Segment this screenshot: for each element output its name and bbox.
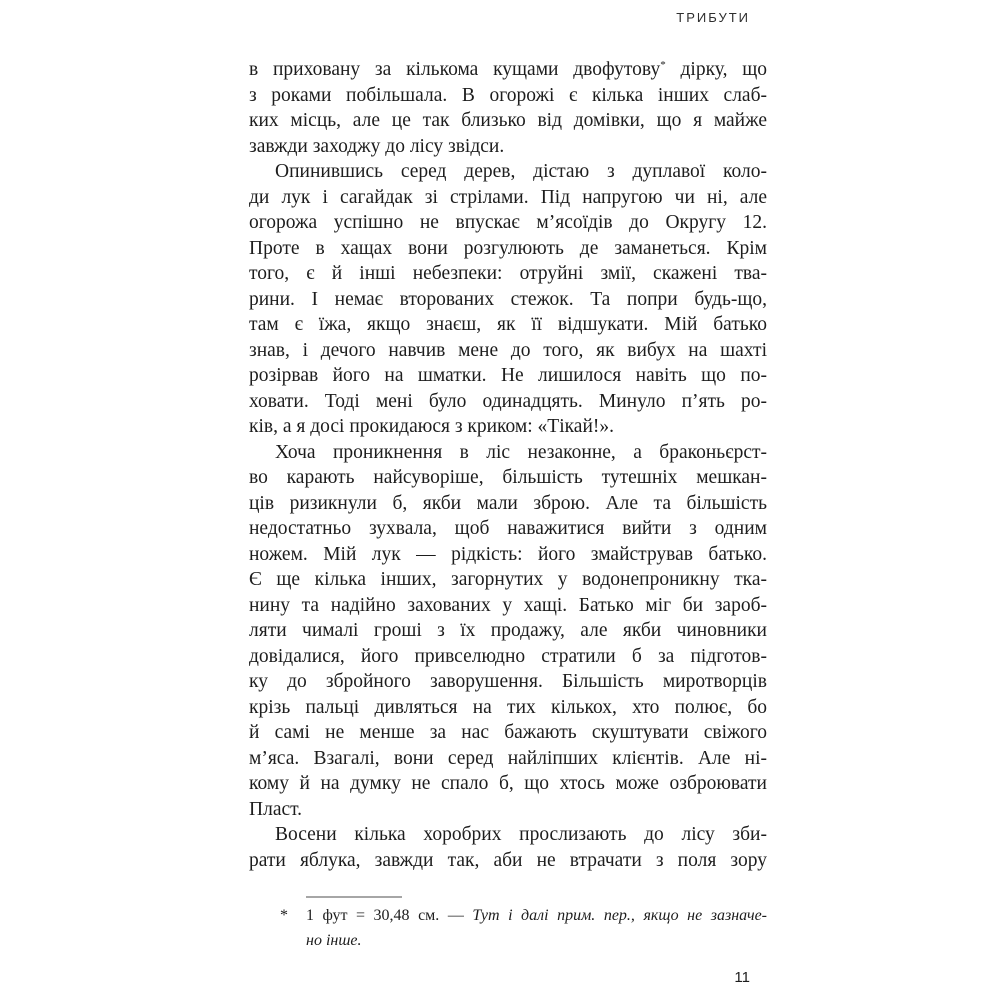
- body-line: ховати. Тоді мені було одинадцять. Минуло п’ять ро-: [249, 390, 767, 412]
- body-line: того, є й інші небезпеки: отруйні змії, скажені тва-: [249, 263, 767, 284]
- body-line: рини. І немає второваних стежок. Та попри будь-що,: [249, 288, 767, 310]
- body-line: Пласт.: [249, 798, 303, 820]
- body-text: в приховану за кількома кущами двофутову: [249, 59, 661, 80]
- body-line: ножем. Мій лук — рідкість: його змайстрував батько.: [249, 543, 767, 565]
- body-line: рати яблука, завжди так, аби не втрачати з поля зору: [249, 849, 767, 871]
- body-line: й самі не менше за нас бажають скуштувати свіжого: [249, 722, 767, 743]
- paragraph-4: [249, 822, 767, 873]
- paragraph-1: [249, 57, 767, 159]
- body-line: м’яса. Взагалі, вони серед найліпших клієнтів. Але ні-: [249, 747, 767, 769]
- body-line: ків, а я досі прокидаюся з криком: «Тікай!».: [249, 416, 615, 437]
- body-line: Опинившись серед дерев, дістаю з дуплавої коло-: [275, 161, 767, 182]
- page-number: 11: [734, 969, 750, 986]
- body-line: нину та надійно захованих у хащі. Батько міг би зароб-: [249, 594, 767, 616]
- footnote-marker: *: [280, 907, 288, 924]
- body-line: Є ще кілька інших, загорнутих у водонепроникну тка-: [249, 569, 767, 590]
- footnote-line: [306, 928, 767, 953]
- running-header: ТРИБУТИ: [676, 10, 750, 25]
- body-text: дірку, що: [665, 59, 767, 80]
- body-line: розірвав його на шматки. Не лишилося навіть що по-: [249, 365, 767, 386]
- body-line: з роками побільшала. В огорожі є кілька інших слаб-: [249, 84, 767, 106]
- body-line: огорожа успішно не впускає м’ясоїдів до Округу 12.: [249, 212, 767, 233]
- footnote-measure-text: 1 фут = 30,48 см. —: [306, 907, 473, 924]
- body-line: крізь пальці дивляться на тих кількох, хто полює, бо: [249, 696, 767, 718]
- body-line: ку до збройного заворушення. Більшість миротворців: [249, 671, 767, 692]
- body-line: недостатньо зухвала, щоб наважитися вийти з одним: [249, 518, 767, 539]
- footnote-translator-note: но інше.: [306, 932, 362, 949]
- paragraph-3: [249, 440, 767, 823]
- footnote-line: [306, 903, 767, 928]
- body-line: кому й на думку не спало б, що хтось може озброювати: [249, 773, 767, 794]
- body-line: Проте в хащах вони розгулюють де заманеться. Крім: [249, 237, 767, 259]
- body-line: завжди заходжу до лісу звідси.: [249, 135, 505, 157]
- body-line: ців ризикнули б, якби мали зброю. Але та більшість: [249, 492, 767, 514]
- body-line: [249, 57, 767, 83]
- body-line: ди лук і сагайдак зі стрілами. Під напругою чи ні, але: [249, 186, 767, 208]
- body-line: Хоча проникнення в ліс незаконне, а браконьєрст-: [275, 441, 767, 463]
- footnote-rule: [306, 896, 402, 898]
- body-line: довідалися, його привселюдно стратили б за підготов-: [249, 645, 767, 667]
- body-line: во карають найсуворіше, більшість тутешніх мешкан-: [249, 467, 767, 488]
- footnote-reference: *: [660, 59, 666, 71]
- body-line: ляти чималі гроші з їх продажу, але якби чиновники: [249, 620, 767, 641]
- footnote-section: [280, 896, 767, 953]
- text-block: [249, 57, 767, 873]
- body-line: ких місць, але це так близько від домівки, що я майже: [249, 110, 767, 131]
- body-line: знав, і дечого навчив мене до того, як вибух на шахті: [249, 339, 767, 361]
- footnote-translator-note: Тут і далі прим. пер., якщо не зазначе-: [472, 907, 768, 924]
- body-line: там є їжа, якщо знаєш, як її відшукати. Мій батько: [249, 314, 767, 335]
- body-line: Восени кілька хоробрих прослизають до лісу зби-: [275, 824, 767, 845]
- paragraph-2: [249, 159, 767, 440]
